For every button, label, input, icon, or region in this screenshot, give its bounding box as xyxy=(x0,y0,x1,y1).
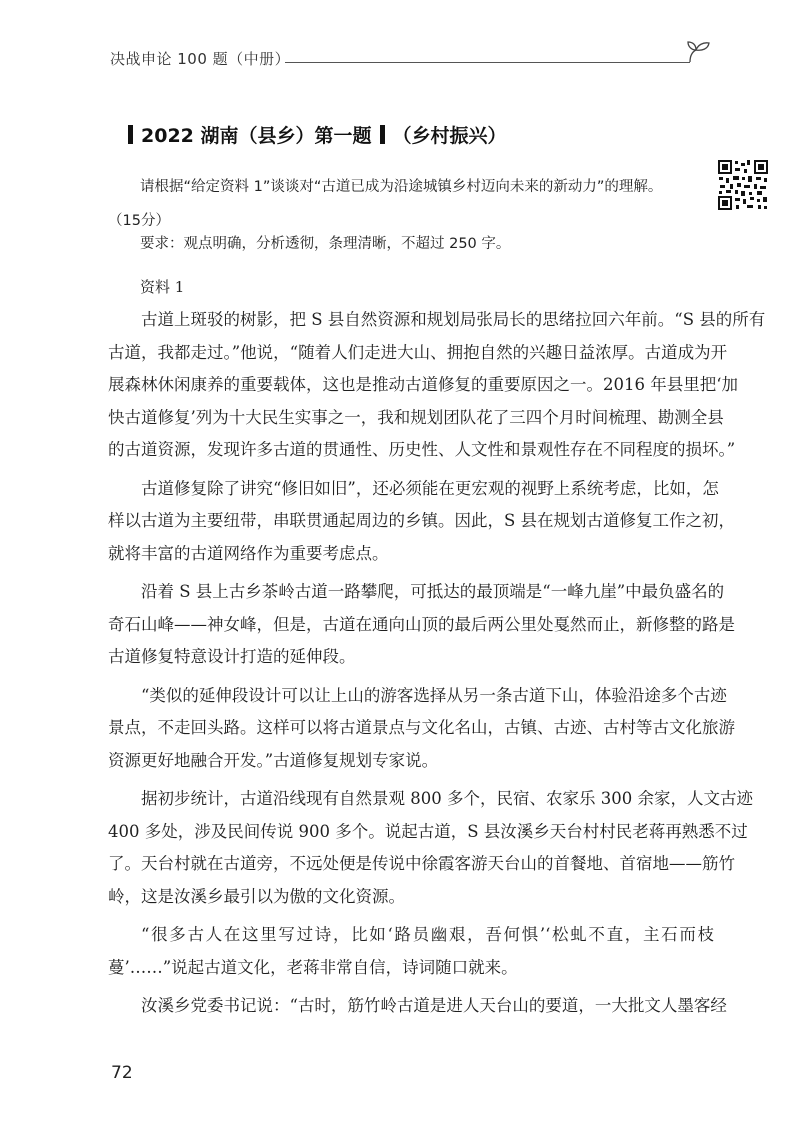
section-title: 2022 湖南（县乡）第一题 xyxy=(141,125,372,147)
question-prompt xyxy=(108,170,708,238)
question-text: 请根据“给定资料 1”谈谈对“古道已成为沿途城镇乡村迈向未来的新动力”的理解。 xyxy=(140,179,663,195)
paragraph-4 xyxy=(108,680,735,778)
paragraph-7 xyxy=(108,990,727,1023)
heading-bar-right xyxy=(380,125,385,144)
text-line: 古道修复除了讲究“修旧如旧”，还必须能在更宏观的视野上系统考虑，比如，怎 xyxy=(141,478,719,498)
text-line: 奇石山峰——神女峰，但是，古道在通向山顶的最后两公里处戛然而止，新修整的路是 xyxy=(108,614,735,634)
text-line: 就将丰富的古道网络作为重要考虑点。 xyxy=(108,543,389,563)
paragraph-3 xyxy=(108,576,735,674)
question-score: （15分） xyxy=(108,213,170,229)
paragraph-1 xyxy=(108,304,766,467)
text-line: 样以古道为主要纽带，串联贯通起周边的乡镇。因此，S 县在规划古道修复工作之初， xyxy=(108,511,736,530)
answer-requirement: 要求：观点明确，分析透彻，条理清晰，不超过 250 字。 xyxy=(140,236,511,252)
sprout-icon xyxy=(684,36,714,64)
text-line: 400 多处，涉及民间传说 900 多个。说起古道，S 县汝溪乡天台村村民老蒋再熟悉不过 xyxy=(108,821,748,841)
text-line: 据初步统计，古道沿线现有自然景观 800 多个，民宿、农家乐 300 余家，人文古迹 xyxy=(141,789,753,808)
text-line: 古道，我都走过。”他说，“随着人们走进大山、拥抱自然的兴趣日益浓厚。古道成为开 xyxy=(108,342,728,362)
page-number: 72 xyxy=(111,1063,133,1083)
text-line: “类似的延伸段设计可以让上山的游客选择从另一条古道下山，体验沿途多个古迹 xyxy=(141,685,727,705)
text-line: 展森林休闲康养的重要载体，这也是推动古道修复的重要原因之一。2016 年县里把‘加 xyxy=(108,375,738,394)
paragraph-2 xyxy=(108,473,736,571)
text-line: 资源更好地融合开发。”古道修复规划专家说。 xyxy=(108,750,439,770)
text-line: 古道修复特意设计打造的延伸段。 xyxy=(108,647,356,666)
text-line: 景点，不走回头路。这样可以将古道景点与文化名山，古镇、古迹、古村等古文化旅游 xyxy=(108,718,735,737)
section-tag: （乡村振兴） xyxy=(392,125,507,147)
text-line: 了。天台村就在古道旁，不远处便是传说中徐霞客游天台山的首餐地、首宿地——筋竹 xyxy=(108,854,735,873)
qr-code-icon[interactable] xyxy=(717,159,769,211)
text-line: “很多古人在这里写过诗，比如‘路员幽艰，吾何惧’‘松虬不直，主石而枝 xyxy=(141,925,714,944)
paragraph-6 xyxy=(108,919,714,984)
material-body xyxy=(108,304,766,1029)
header-rule xyxy=(285,62,690,63)
material-label: 资料 1 xyxy=(140,278,185,296)
paragraph-5 xyxy=(108,783,753,913)
heading-bar-left xyxy=(128,125,133,144)
text-line: 沿着 S 县上古乡茶岭古道一路攀爬，可抵达的最顶端是“一峰九崖”中最负盛名的 xyxy=(141,582,725,601)
text-line: 汝溪乡党委书记说：“古时，筋竹岭古道是进人天台山的要道，一大批文人墨客经 xyxy=(141,996,727,1015)
book-title: 决战申论 100 题（中册） xyxy=(110,50,291,68)
text-line: 古道上斑驳的树影，把 S 县自然资源和规划局张局长的思绪拉回六年前。“S 县的所有 xyxy=(141,310,766,329)
text-line: 岭，这是汝溪乡最引以为傲的文化资源。 xyxy=(108,886,405,906)
text-line: 快古道修复’列为十大民生实事之一，我和规划团队花了三四个月时间梳理、勘测全县 xyxy=(108,407,724,427)
text-line: 蔓’……”说起古道文化，老蒋非常自信，诗词随口就来。 xyxy=(108,957,518,977)
text-line: 的古道资源，发现许多古道的贯通性、历史性、人文性和景观性存在不同程度的损坏。” xyxy=(108,440,736,459)
section-heading xyxy=(128,121,507,148)
